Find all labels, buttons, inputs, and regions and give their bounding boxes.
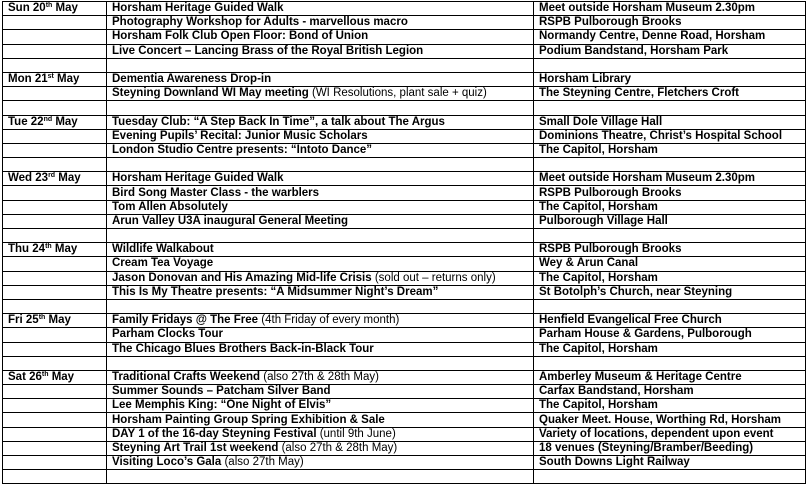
event-note: (WI Resolutions, plant sale + quiz) [308, 87, 487, 100]
separator-row [3, 229, 806, 243]
event-venue-cell [534, 44, 806, 58]
day-cell [3, 271, 107, 285]
day-ordinal: th [41, 370, 49, 378]
event-title-cell [107, 44, 534, 58]
empty-cell [107, 470, 534, 484]
event-title: Dementia Awareness Drop-in [112, 73, 272, 86]
event-title-cell [107, 257, 534, 271]
event-venue: RSPB Pulborough Brooks [539, 16, 682, 29]
event-row [3, 115, 806, 129]
event-venue: The Capitol, Horsham [539, 271, 658, 284]
day-cell [3, 16, 107, 30]
event-title-cell [107, 399, 534, 413]
day-label: Wed 23 [8, 172, 49, 185]
event-title-cell [107, 441, 534, 455]
event-row [3, 186, 806, 200]
day-cell [3, 172, 107, 186]
empty-cell [534, 470, 806, 484]
event-title: Arun Valley U3A inaugural General Meeting [112, 214, 349, 227]
event-title-cell [107, 285, 534, 299]
event-title: Steyning Downland WI May meeting [112, 87, 309, 100]
event-title: The Chicago Blues Brothers Back-in-Black Tour [112, 342, 374, 355]
event-title: Horsham Heritage Guided Walk [112, 172, 284, 185]
event-title: Photography Workshop for Adults - marvellous macro [112, 16, 408, 29]
day-cell [3, 186, 107, 200]
event-venue-cell [534, 385, 806, 399]
events-schedule-table [2, 1, 806, 484]
event-venue-cell [534, 285, 806, 299]
event-title: Jason Donovan and His Amazing Mid-life Crisis [112, 271, 372, 284]
event-note: (also 27th May) [221, 456, 304, 469]
event-row [3, 30, 806, 44]
day-month: May [51, 243, 78, 256]
event-row [3, 427, 806, 441]
empty-cell [534, 58, 806, 72]
event-row [3, 399, 806, 413]
empty-cell [107, 299, 534, 313]
event-row [3, 328, 806, 342]
event-title-cell [107, 271, 534, 285]
event-title: Horsham Heritage Guided Walk [112, 2, 284, 15]
event-title: Visiting Loco’s Gala [112, 456, 222, 469]
event-title-cell [107, 200, 534, 214]
event-venue: Dominions Theatre, Christ’s Hospital School [539, 129, 783, 142]
event-venue-cell [534, 143, 806, 157]
event-venue-cell [534, 314, 806, 328]
event-row [3, 257, 806, 271]
event-title-cell [107, 143, 534, 157]
separator-row [3, 58, 806, 72]
event-title-cell [107, 214, 534, 228]
event-title: Horsham Painting Group Spring Exhibition & Sale [112, 413, 385, 426]
day-cell [3, 399, 107, 413]
event-row [3, 385, 806, 399]
event-title-cell [107, 385, 534, 399]
event-row [3, 456, 806, 470]
event-title-cell [107, 314, 534, 328]
event-venue-cell [534, 413, 806, 427]
event-title: This Is My Theatre presents: “A Midsummer Night’s Dream” [112, 285, 439, 298]
day-cell [3, 441, 107, 455]
empty-cell [3, 229, 107, 243]
day-cell [3, 44, 107, 58]
day-label: Thu 24 [8, 243, 46, 256]
event-note: (until 9th June) [316, 427, 396, 440]
empty-cell [534, 299, 806, 313]
event-venue: Variety of locations, dependent upon event [539, 427, 774, 440]
day-cell [3, 200, 107, 214]
event-title: Summer Sounds – Patcham Silver Band [112, 385, 331, 398]
day-cell [3, 243, 107, 257]
event-venue-cell [534, 186, 806, 200]
event-row [3, 441, 806, 455]
event-row [3, 271, 806, 285]
day-cell [3, 87, 107, 101]
event-title: Cream Tea Voyage [112, 257, 214, 270]
event-title-cell [107, 427, 534, 441]
event-venue: Meet outside Horsham Museum 2.30pm [539, 2, 755, 15]
empty-cell [107, 58, 534, 72]
day-cell [3, 342, 107, 356]
event-venue-cell [534, 342, 806, 356]
separator-row [3, 470, 806, 484]
event-title: DAY 1 of the 16-day Steyning Festival [112, 427, 317, 440]
event-venue: Wey & Arun Canal [539, 257, 639, 270]
event-venue: St Botolph’s Church, near Steyning [539, 285, 733, 298]
event-title-cell [107, 186, 534, 200]
day-month: May [52, 2, 78, 15]
event-row [3, 285, 806, 299]
day-cell [3, 2, 107, 16]
event-venue: RSPB Pulborough Brooks [539, 243, 682, 256]
event-title-cell [107, 87, 534, 101]
event-venue-cell [534, 2, 806, 16]
event-title: London Studio Centre presents: “Intoto Dance” [112, 143, 373, 156]
event-venue-cell [534, 257, 806, 271]
separator-row [3, 299, 806, 313]
day-ordinal: nd [43, 115, 53, 123]
event-row [3, 129, 806, 143]
day-cell [3, 257, 107, 271]
event-venue: Quaker Meet. House, Worthing Rd, Horsham [539, 413, 781, 426]
empty-cell [3, 299, 107, 313]
day-cell [3, 385, 107, 399]
day-cell [3, 456, 107, 470]
event-venue: Parham House & Gardens, Pulborough [539, 328, 752, 341]
day-month: May [55, 172, 81, 185]
day-label: Sun 20 [8, 2, 46, 15]
day-cell [3, 427, 107, 441]
day-cell [3, 143, 107, 157]
empty-cell [107, 158, 534, 172]
event-venue: Small Dole Village Hall [539, 115, 663, 128]
day-cell [3, 285, 107, 299]
event-venue-cell [534, 441, 806, 455]
event-venue: Pulborough Village Hall [539, 214, 668, 227]
event-title-cell [107, 342, 534, 356]
event-venue: 18 venues (Steyning/Bramber/Beeding) [539, 441, 754, 454]
event-title: Horsham Folk Club Open Floor: Bond of Union [112, 30, 369, 43]
event-row [3, 413, 806, 427]
event-title: Lee Memphis King: “One Night of Elvis” [112, 399, 332, 412]
event-venue-cell [534, 214, 806, 228]
event-note: (sold out – returns only) [371, 271, 496, 284]
empty-cell [3, 356, 107, 370]
event-venue-cell [534, 427, 806, 441]
event-venue: Carfax Bandstand, Horsham [539, 385, 694, 398]
separator-row [3, 101, 806, 115]
day-month: May [53, 73, 80, 86]
event-title: Evening Pupils’ Recital: Junior Music Scholars [112, 129, 368, 142]
event-venue: South Downs Light Railway [539, 456, 690, 469]
event-venue: Normandy Centre, Denne Road, Horsham [539, 30, 766, 43]
day-cell [3, 214, 107, 228]
event-venue: Henfield Evangelical Free Church [539, 314, 722, 327]
schedule-body [3, 2, 806, 484]
event-title-cell [107, 30, 534, 44]
event-row [3, 370, 806, 384]
event-venue: The Capitol, Horsham [539, 200, 658, 213]
day-cell [3, 370, 107, 384]
day-ordinal: th [38, 314, 46, 322]
day-ordinal: rd [48, 172, 56, 180]
event-row [3, 200, 806, 214]
event-title-cell [107, 72, 534, 86]
day-month: May [52, 115, 78, 128]
event-title-cell [107, 456, 534, 470]
event-venue: RSPB Pulborough Brooks [539, 186, 682, 199]
event-note: (also 27th & 28th May) [278, 441, 398, 454]
event-title-cell [107, 328, 534, 342]
day-cell [3, 413, 107, 427]
event-venue: Horsham Library [539, 73, 632, 86]
event-title-cell [107, 413, 534, 427]
event-title: Family Fridays @ The Free [112, 314, 259, 327]
event-title: Live Concert – Lancing Brass of the Royal British Legion [112, 44, 424, 57]
event-venue-cell [534, 16, 806, 30]
event-row [3, 2, 806, 16]
event-title: Tom Allen Absolutely [112, 200, 228, 213]
day-ordinal: st [47, 73, 54, 81]
event-venue-cell [534, 115, 806, 129]
event-title: Parham Clocks Tour [112, 328, 223, 341]
event-venue: The Capitol, Horsham [539, 342, 658, 355]
event-row [3, 243, 806, 257]
day-ordinal: th [45, 2, 53, 10]
separator-row [3, 356, 806, 370]
event-venue: Meet outside Horsham Museum 2.30pm [539, 172, 755, 185]
event-venue: The Capitol, Horsham [539, 399, 658, 412]
day-cell [3, 30, 107, 44]
event-row [3, 72, 806, 86]
event-title: Tuesday Club: “A Step Back In Time”, a talk about The Argus [112, 115, 445, 128]
empty-cell [534, 229, 806, 243]
event-row [3, 44, 806, 58]
event-row [3, 314, 806, 328]
event-venue-cell [534, 72, 806, 86]
event-venue-cell [534, 129, 806, 143]
event-venue-cell [534, 243, 806, 257]
empty-cell [107, 101, 534, 115]
event-title-cell [107, 370, 534, 384]
event-venue-cell [534, 30, 806, 44]
event-venue-cell [534, 399, 806, 413]
day-label: Fri 25 [8, 314, 39, 327]
empty-cell [3, 470, 107, 484]
event-title-cell [107, 16, 534, 30]
event-venue-cell [534, 370, 806, 384]
empty-cell [107, 229, 534, 243]
day-cell [3, 328, 107, 342]
day-label: Mon 21 [8, 73, 48, 86]
day-month: May [48, 370, 75, 383]
event-title: Traditional Crafts Weekend [112, 370, 261, 383]
event-venue: Podium Bandstand, Horsham Park [539, 44, 729, 57]
day-cell [3, 314, 107, 328]
event-venue-cell [534, 172, 806, 186]
separator-row [3, 158, 806, 172]
empty-cell [3, 101, 107, 115]
event-row [3, 172, 806, 186]
event-title-cell [107, 172, 534, 186]
event-row [3, 87, 806, 101]
event-venue-cell [534, 328, 806, 342]
event-row [3, 342, 806, 356]
event-venue: Amberley Museum & Heritage Centre [539, 370, 742, 383]
event-title-cell [107, 2, 534, 16]
empty-cell [534, 101, 806, 115]
event-venue-cell [534, 271, 806, 285]
day-cell [3, 115, 107, 129]
event-venue: The Steyning Centre, Fletchers Croft [539, 87, 740, 100]
event-venue-cell [534, 456, 806, 470]
event-title: Bird Song Master Class - the warblers [112, 186, 320, 199]
event-note: (4th Friday of every month) [258, 314, 400, 327]
event-title-cell [107, 115, 534, 129]
day-cell [3, 129, 107, 143]
event-title: Steyning Art Trail 1st weekend [112, 441, 279, 454]
empty-cell [534, 356, 806, 370]
empty-cell [3, 58, 107, 72]
day-label: Tue 22 [8, 115, 44, 128]
empty-cell [534, 158, 806, 172]
day-label: Sat 26 [8, 370, 42, 383]
empty-cell [107, 356, 534, 370]
event-title-cell [107, 129, 534, 143]
event-venue: The Capitol, Horsham [539, 143, 658, 156]
event-row [3, 143, 806, 157]
day-cell [3, 72, 107, 86]
day-ordinal: th [45, 243, 52, 251]
event-note: (also 27th & 28th May) [260, 370, 379, 383]
event-title-cell [107, 243, 534, 257]
event-title: Wildlife Walkabout [112, 243, 214, 256]
empty-cell [3, 158, 107, 172]
event-venue-cell [534, 87, 806, 101]
day-month: May [45, 314, 71, 327]
event-row [3, 16, 806, 30]
event-venue-cell [534, 200, 806, 214]
event-row [3, 214, 806, 228]
